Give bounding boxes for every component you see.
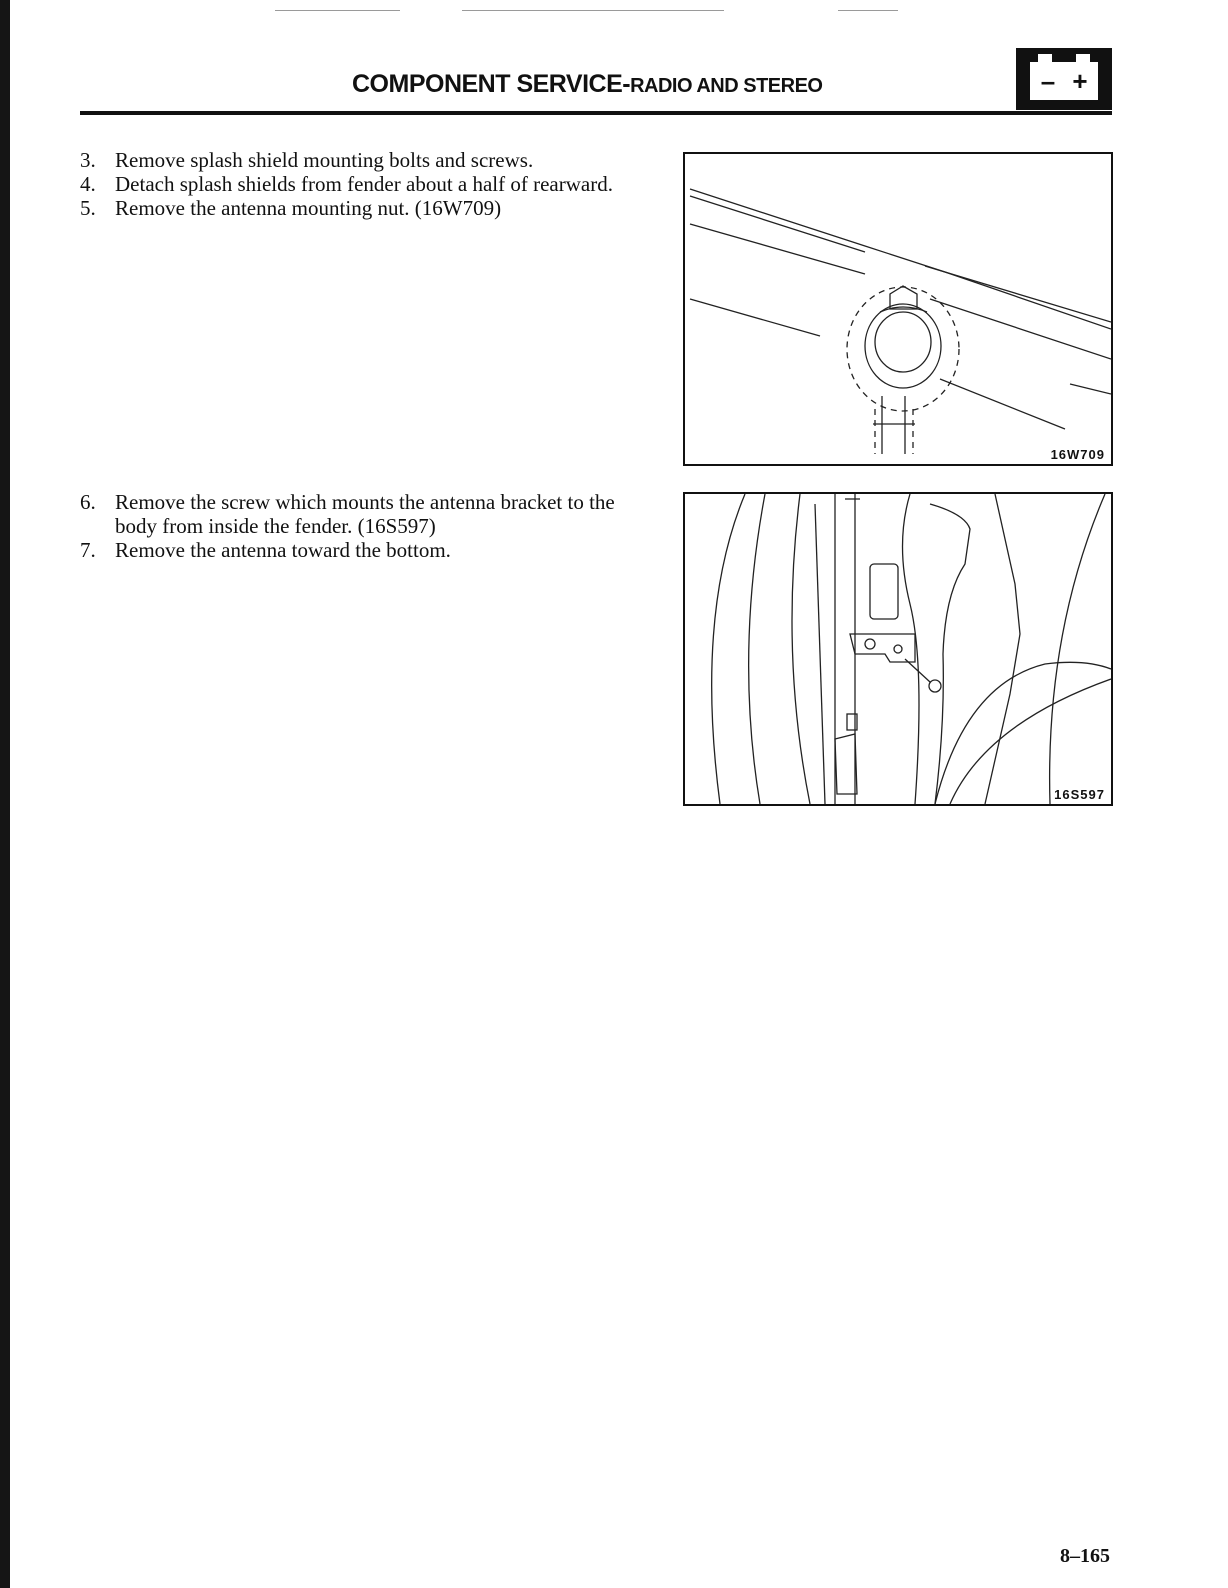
header-rule [80,111,1112,115]
step-item [80,196,655,220]
step-text: Detach splash shields from fender about a half of rearward. [115,172,613,196]
step-number: 4. [80,172,96,196]
scan-top-rule [462,10,724,11]
step-text: Remove the screw which mounts the antenna bracket to the body from inside the fender. (16S597) [115,490,615,538]
header-title-main: COMPONENT SERVICE- [352,70,631,98]
step-item [80,538,655,562]
step-item [80,148,655,172]
page-header-title [352,70,952,99]
figure-code: 16S597 [1054,787,1105,802]
scan-top-rule [275,10,400,11]
page-number: 8–165 [1060,1545,1110,1567]
antenna-bracket-illustration [685,494,1111,804]
battery-icon [1016,48,1112,110]
step-text: Remove splash shield mounting bolts and screws. [115,148,534,172]
scan-left-edge [0,0,10,1588]
figure-antenna-bracket [683,492,1113,806]
scan-top-rule [838,10,898,11]
steps-list-1 [80,148,655,220]
step-item [80,490,655,538]
steps-list-2 [80,490,655,562]
battery-plus-sign: + [1072,66,1088,96]
figure-antenna-nut [683,152,1113,466]
figure-code: 16W709 [1050,447,1105,462]
step-number: 5. [80,196,96,220]
step-item [80,172,655,196]
step-number: 6. [80,490,96,514]
step-text: Remove the antenna mounting nut. (16W709) [115,196,502,220]
battery-minus-sign: – [1040,66,1056,96]
step-number: 3. [80,148,96,172]
antenna-nut-illustration [685,154,1111,464]
step-text: Remove the antenna toward the bottom. [115,538,451,562]
header-title-sub: RADIO AND STEREO [630,75,823,97]
step-number: 7. [80,538,96,562]
